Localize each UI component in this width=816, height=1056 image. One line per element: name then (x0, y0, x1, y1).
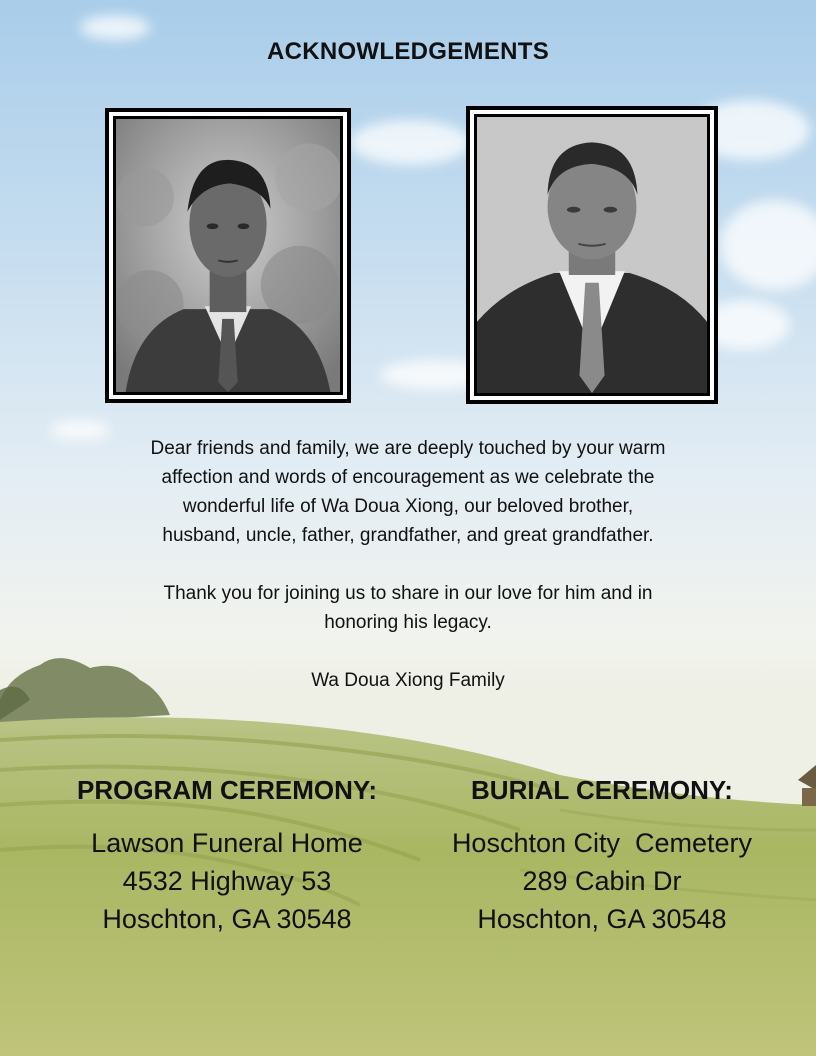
page-title: ACKNOWLEDGEMENTS (266, 38, 550, 65)
message-line: Dear friends and family, we are deeply touched by your warm (150, 438, 666, 459)
young-portrait-image (116, 119, 340, 392)
photo-young (105, 108, 351, 403)
burial-venue: Hoschton City Cemetery (451, 828, 753, 858)
elder-portrait-image (477, 117, 707, 393)
burial-heading: BURIAL CEREMONY: (471, 775, 733, 805)
program-ceremony (42, 772, 412, 938)
burial-address: 289 Cabin Dr (522, 866, 682, 896)
photo-elder (466, 106, 718, 404)
message-line: husband, uncle, father, grandfather, and great grandfather. (162, 525, 654, 546)
message-line: wonderful life of Wa Doua Xiong, our beloved brother, (182, 496, 634, 517)
message-line: honoring his legacy. (324, 612, 492, 633)
program-venue: Lawson Funeral Home (91, 828, 363, 858)
family-signature: Wa Doua Xiong Family (311, 670, 505, 691)
message-line: Thank you for joining us to share in our love for him and in (163, 583, 653, 604)
program-city: Hoschton, GA 30548 (102, 904, 352, 934)
burial-city: Hoschton, GA 30548 (477, 904, 727, 934)
program-address: 4532 Highway 53 (122, 866, 332, 896)
message-line: affection and words of encouragement as we celebrate the (161, 467, 655, 488)
acknowledgement-message (90, 434, 726, 695)
program-heading: PROGRAM CEREMONY: (77, 775, 377, 805)
burial-ceremony (420, 772, 784, 938)
